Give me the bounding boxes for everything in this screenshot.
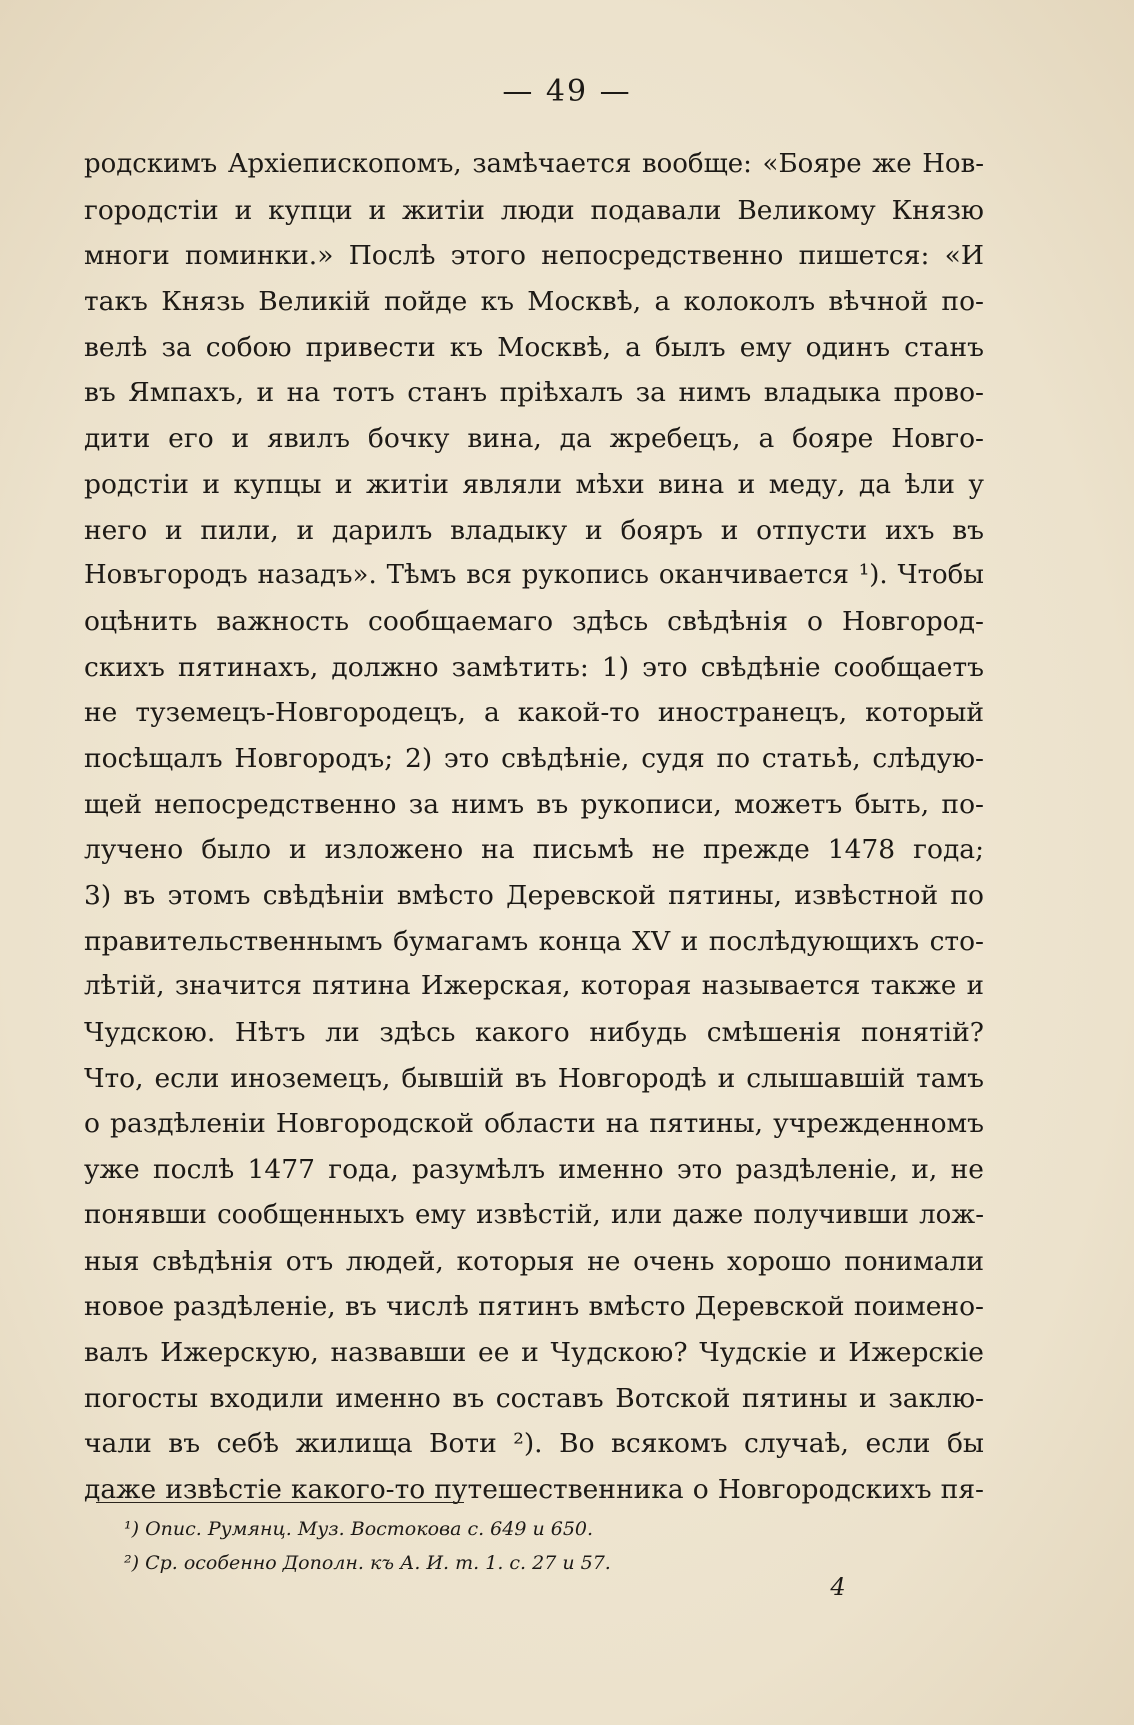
text-line: правительственнымъ бумагамъ конца XV и послѣдующихъ сто- — [84, 925, 984, 957]
text-line: такъ Князь Великій пойде къ Москвѣ, а колоколъ вѣчной по- — [84, 286, 984, 318]
text-line: въ Ямпахъ, и на тотъ станъ пріѣхалъ за нимъ владыка прово- — [84, 377, 984, 409]
text-line: дити его и явилъ бочку вина, да жребецъ, а бояре Новго- — [84, 423, 984, 455]
text-line: 3) въ этомъ свѣдѣніи вмѣсто Деревской пятины, извѣстной по — [84, 880, 984, 911]
text-line: родстіи и купцы и житіи являли мѣхи вина и меду, да ѣли у — [84, 468, 984, 500]
text-line: лѣтій, значится пятина Ижерская, которая называется также и — [84, 971, 984, 1002]
text-line: велѣ за собою привести къ Москвѣ, а былъ ему одинъ станъ — [84, 331, 984, 363]
text-line: уже послѣ 1477 года, разумѣлъ именно это раздѣленіе, и, не — [84, 1154, 984, 1186]
text-line: не туземецъ-Новгородецъ, а какой-то иностранецъ, который — [84, 697, 984, 729]
text-line: даже извѣстіе какого-то путешественника о Новгородскихъ пя- — [84, 1473, 984, 1505]
footnote-divider — [96, 1502, 464, 1503]
text-line: ныя свѣдѣнія отъ людей, которыя не очень хорошо понимали — [84, 1245, 984, 1277]
text-line: Что, если иноземецъ, бывшій въ Новгородѣ и слышавшій тамъ — [84, 1062, 984, 1094]
text-line: скихъ пятинахъ, должно замѣтить: 1) это свѣдѣніе сообщаетъ — [84, 651, 984, 683]
text-line: погосты входили именно въ составъ Вотской пятины и заклю- — [84, 1382, 984, 1414]
text-line: родскимъ Архіепископомъ, замѣчается вообще: «Бояре же Нов- — [84, 149, 984, 179]
text-line: него и пили, и дарилъ владыку и бояръ и отпусти ихъ въ — [84, 514, 984, 546]
text-line: понявши сообщенныхъ ему извѣстій, или даже получивши лож- — [84, 1199, 984, 1230]
text-line: многи поминки.» Послѣ этого непосредственно пишется: «И — [84, 240, 984, 272]
text-line: валъ Ижерскую, назвавши ее и Чудскою? Чудскіе и Ижерскіе — [84, 1336, 984, 1368]
text-line: щей непосредственно за нимъ въ рукописи, можетъ быть, по- — [84, 788, 984, 820]
text-line: новое раздѣленіе, въ числѣ пятинъ вмѣсто Деревской поимено- — [84, 1291, 984, 1323]
text-line: лучено было и изложено на письмѣ не прежде 1478 года; — [84, 834, 984, 866]
footnote-1: ¹) Опис. Румянц. Муз. Востокова с. 649 и 650. — [124, 1518, 594, 1540]
text-line: оцѣнить важность сообщаемаго здѣсь свѣдѣнія о Новгород- — [84, 605, 984, 637]
body-text — [84, 142, 984, 1513]
printer-signature-mark: 4 — [830, 1573, 846, 1601]
text-line: чали въ себѣ жилища Воти ²). Во всякомъ случаѣ, если бы — [84, 1428, 984, 1460]
page-number: — 49 — — [502, 74, 632, 109]
footnotes — [124, 1512, 924, 1580]
text-line: городстіи и купци и житіи люди подавали Великому Князю — [84, 194, 984, 226]
text-line: Новъгородъ назадъ». Тѣмъ вся рукопись оканчивается ¹). Чтобы — [84, 560, 984, 591]
text-line: Чудскою. Нѣтъ ли здѣсь какого нибудь смѣшенія понятій? — [84, 1017, 984, 1049]
text-line: о раздѣленіи Новгородской области на пятины, учрежденномъ — [84, 1108, 984, 1140]
text-line: посѣщалъ Новгородъ; 2) это свѣдѣніе, судя по статьѣ, слѣдую- — [84, 742, 984, 774]
footnote-2: ²) Ср. особенно Дополн. къ А. И. т. 1. с. 27 и 57. — [124, 1552, 611, 1574]
